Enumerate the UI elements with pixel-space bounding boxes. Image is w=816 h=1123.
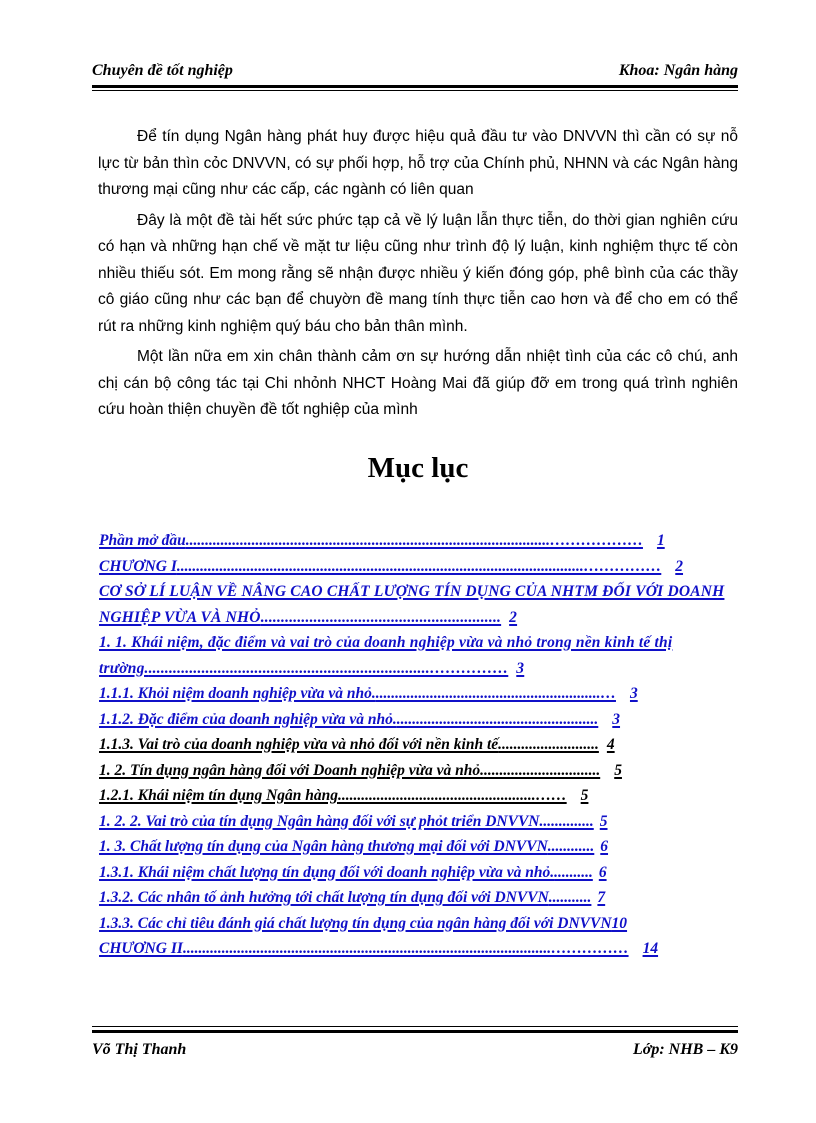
header-department: Khoa: Ngân hàng — [618, 62, 738, 79]
header-rule-thick — [92, 85, 738, 88]
body-text — [98, 124, 738, 428]
toc-entry[interactable]: 1.2.1. Khái niệm tín dụng Ngân hàng...................................................…… 5 — [99, 787, 589, 804]
table-of-contents — [99, 528, 749, 962]
toc-entry[interactable]: 1.3.3. Các chỉ tiêu đánh giá chất lượng tín dụng của ngân hàng đối với DNVVN10 — [99, 914, 628, 932]
toc-title: Mục lục — [367, 452, 469, 484]
toc-entry[interactable]: 1. 1. Khái niệm, đặc điểm và vai trò của doanh nghiệp vừa và nhỏ trong nền kinh tế thị trường......................................................................…………… 3 — [99, 634, 673, 677]
toc-entry[interactable]: 1. 3. Chất lượng tín dụng của Ngân hàng thương mại đối với DNVVN............ 6 — [99, 838, 609, 855]
paragraph: Một lần nữa em xin chân thành cảm ơn sự hướng dẫn nhiệt tình của các cô chú, anh chị cán bộ công tác tại Chi nhỏnh NHCT Hoàng Mai đã giúp đỡ em trong quá trình nghiên cứu hoàn thiện chuyền đề tốt nghiệp của mình — [98, 348, 738, 418]
footer-rule-thick — [92, 1030, 738, 1033]
paragraph: Đây là một đề tài hết sức phức tạp cả về lý luận lẫn thực tiễn, do thời gian nghiên cứu có hạn và những hạn chế về mặt tư liệu cũng như trình độ lý luận, kinh nghiệm thực tế còn nhiều thiếu sót. Em mong rằng sẽ nhận được nhiều ý kiến đóng góp, phê bình của các thầy cô giáo cũng như các bạn để chuyờn đề mang tính thực tiễn cao hơn và để cho em có thể rút ra những kinh nghiệm quý báu cho bản thân mình. — [98, 211, 738, 335]
toc-entry[interactable]: Phần mở đầu..............................................................................................……………… 1 — [99, 532, 665, 549]
toc-entry[interactable]: CHƯƠNG I.........................................................................................................…………… 2 — [99, 557, 684, 575]
toc-entry[interactable]: 1.1.3. Vai trò của doanh nghiệp vừa và nhỏ đối với nền kinh tế.......................... 4 — [99, 736, 615, 753]
toc-entry[interactable]: 1. 2. Tín dụng ngân hàng đối với Doanh nghiệp vừa và nhỏ............................... 5 — [99, 761, 622, 779]
toc-entry[interactable]: 1. 2. 2. Vai trò của tín dụng Ngân hàng đối với sự phỏt triển DNVVN.............. 5 — [99, 812, 608, 830]
toc-entry[interactable]: 1.1.2. Đặc điểm của doanh nghiệp vừa và nhỏ..................................................... 3 — [99, 710, 621, 728]
paragraph: Để tín dụng Ngân hàng phát huy được hiệu quả đầu tư vào DNVVN thì cần có sự nỗ lực từ bản thìn cỏc DNVVN, có sự phối hợp, hỗ trợ của Chính phủ, NHNN và các Ngân hàng thương mại cũng như các cấp, các ngành có liên quan — [98, 128, 738, 198]
footer-rule-thin — [92, 1026, 738, 1027]
toc-entry[interactable]: 1.3.1. Khái niệm chất lượng tín dụng đối với doanh nghiệp vừa và nhỏ........... 6 — [99, 863, 607, 881]
header-title: Chuyên đề tốt nghiệp — [92, 62, 233, 79]
footer-class: Lớp: NHB – K9 — [632, 1041, 738, 1058]
page-footer — [92, 1026, 738, 1056]
toc-entry[interactable]: 1.1.1. Khỏi niệm doanh nghiệp vừa và nhỏ...........................................................… 3 — [99, 685, 638, 702]
toc-entry[interactable]: 1.3.2. Các nhân tố ảnh hưởng tới chất lượng tín dụng đối với DNVVN........... 7 — [99, 889, 606, 906]
page-header — [92, 60, 738, 88]
toc-entry[interactable]: CHƯƠNG II...............................................................................................…………… 14 — [99, 940, 659, 957]
footer-author: Võ Thị Thanh — [92, 1041, 187, 1058]
toc-entry[interactable]: CƠ SỞ LÍ LUẬN VỀ NÂNG CAO CHẤT LƯỢNG TÍN DỤNG CỦA NHTM ĐỐI VỚI DOANH NGHIỆP VỪA VÀ NHỎ........................................................... 2 — [99, 583, 725, 626]
header-rule-thin — [92, 90, 738, 91]
